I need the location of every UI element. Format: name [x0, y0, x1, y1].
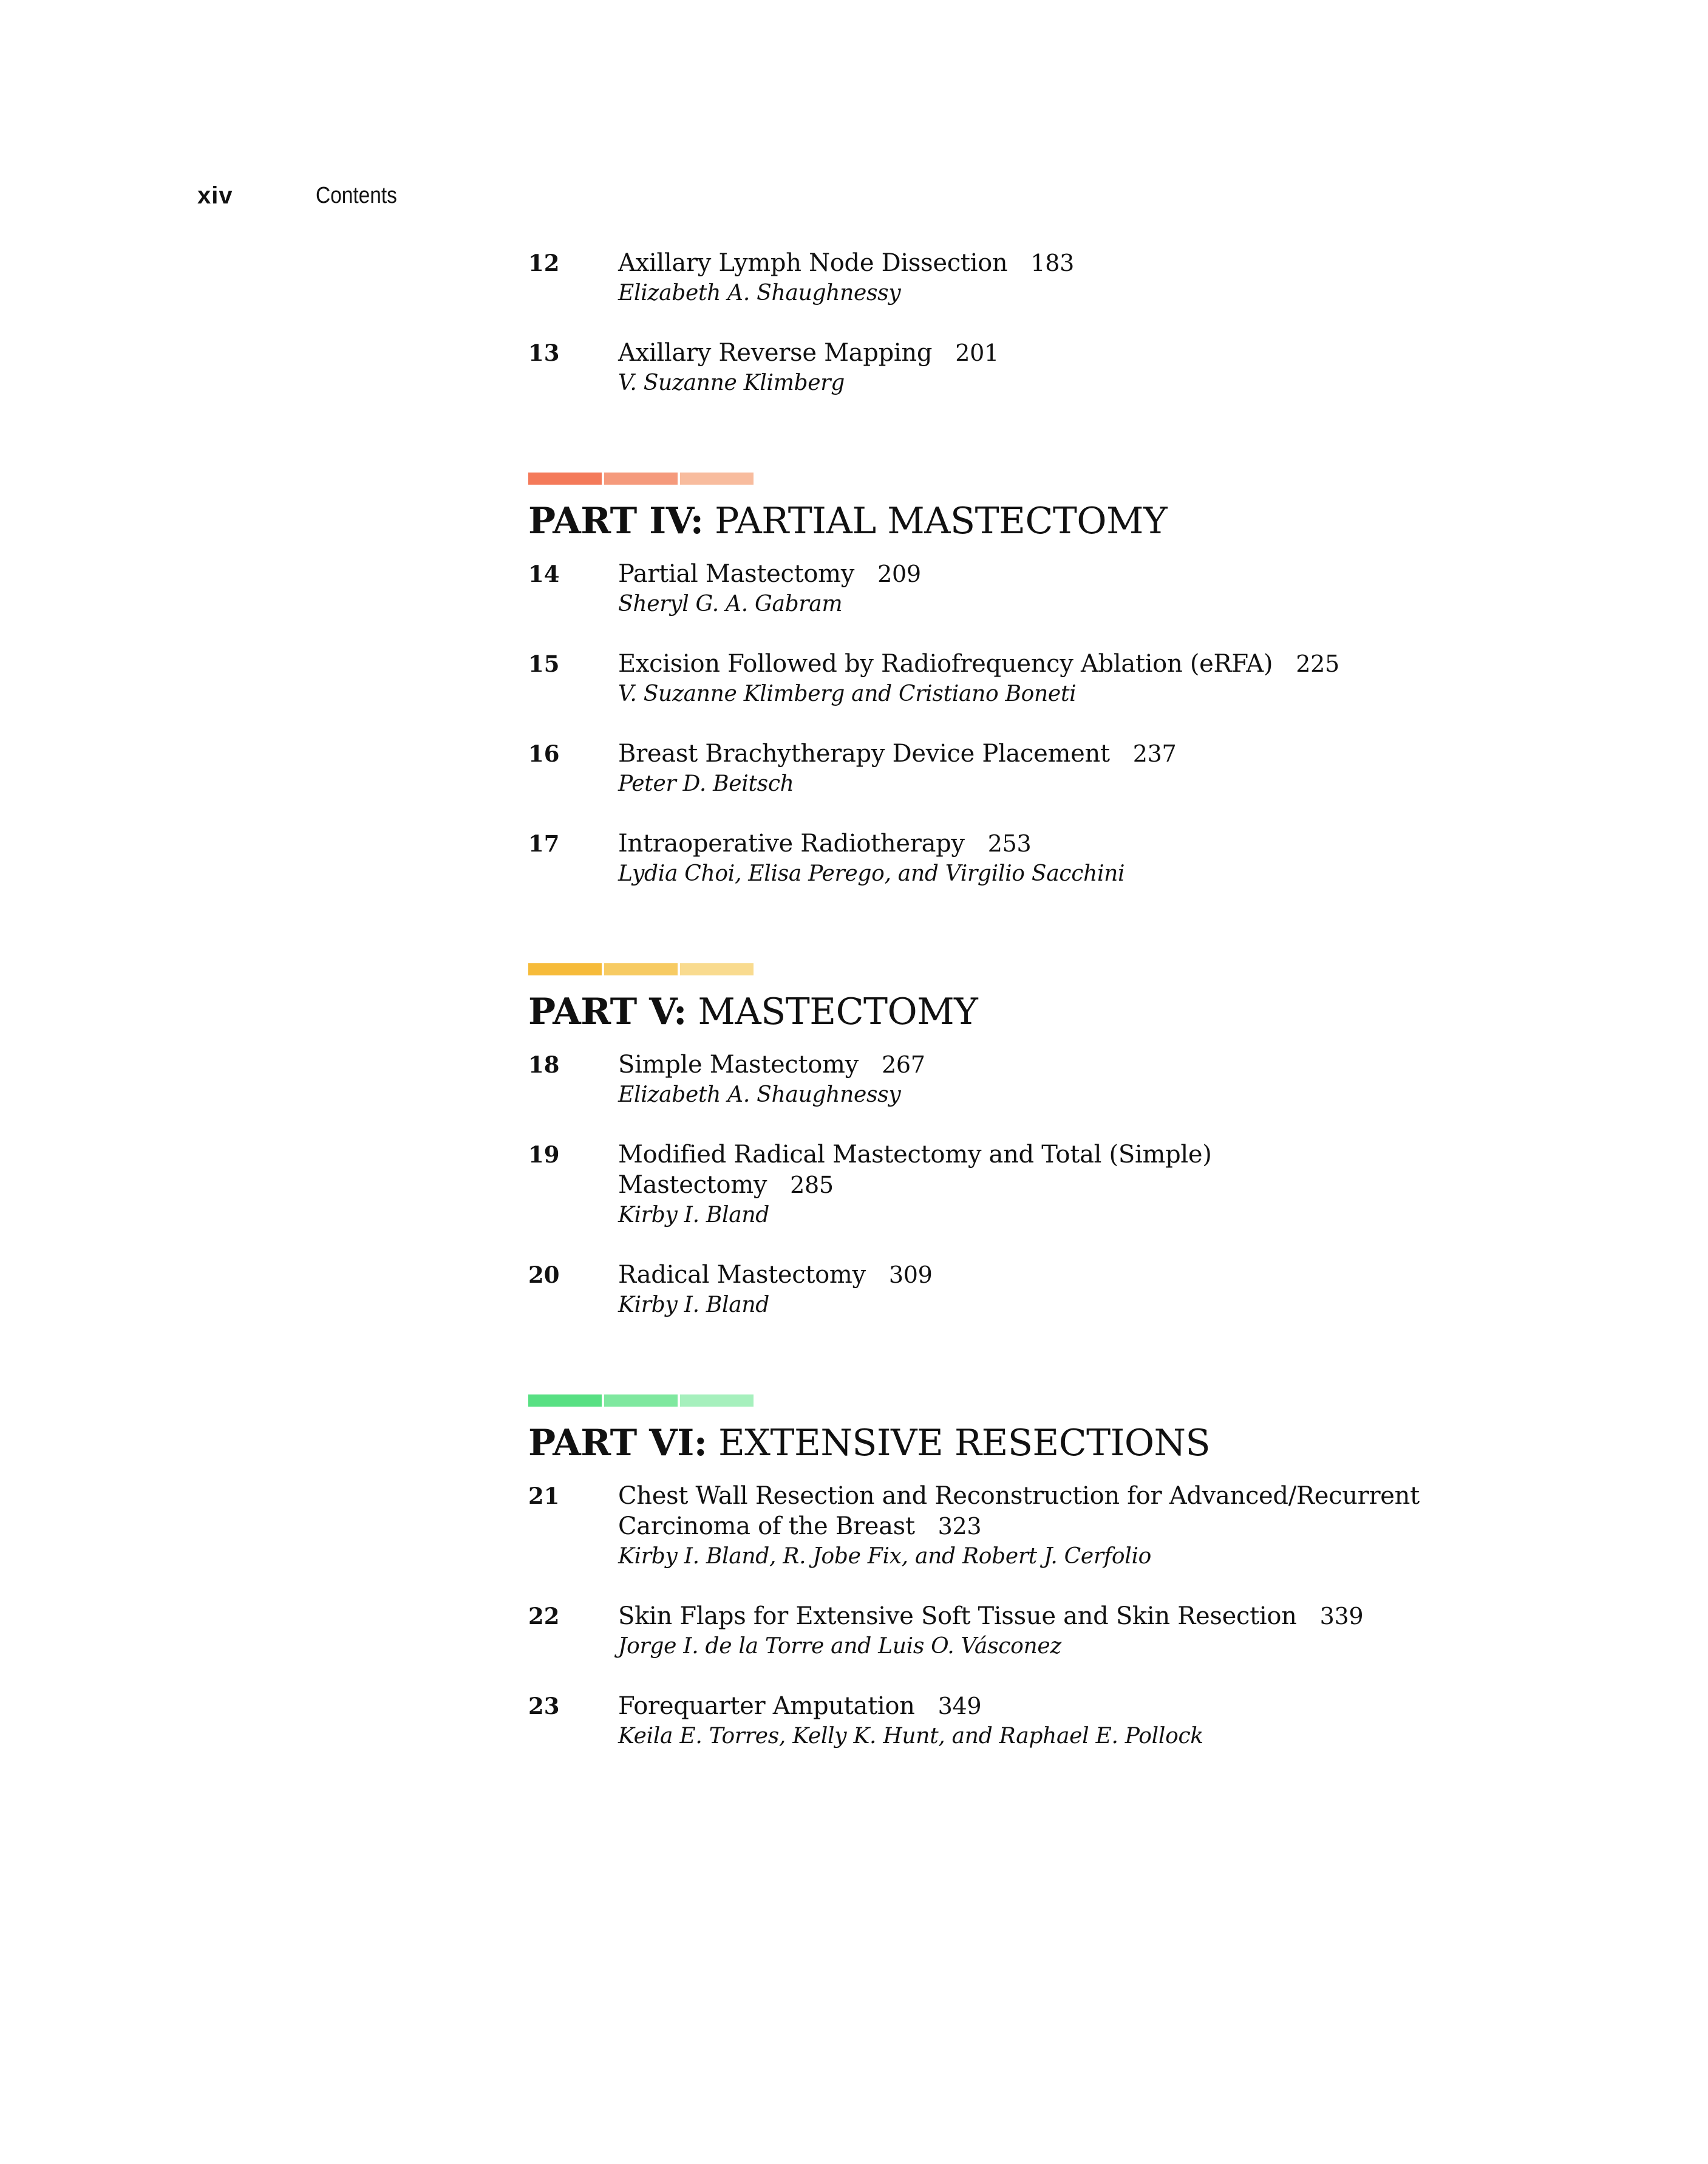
part-name: PARTIAL MASTECTOMY	[714, 500, 1168, 542]
chapter-title-line-2: Carcinoma of the Breast	[618, 1512, 915, 1540]
color-bar-segment	[604, 473, 678, 485]
page-number: 309	[888, 1261, 933, 1288]
chapter-authors: Jorge I. de la Torre and Luis O. Vásconez	[618, 1634, 1062, 1659]
part-label: PART VI:	[528, 1422, 707, 1464]
color-bar-segment	[680, 473, 754, 485]
toc-entry-19[interactable]	[528, 1139, 1560, 1230]
part-name: EXTENSIVE RESECTIONS	[718, 1422, 1211, 1464]
chapter-title: Simple Mastectomy	[618, 1051, 859, 1079]
toc-entry-18[interactable]	[528, 1050, 1560, 1110]
chapter-title-line-1: Chest Wall Resection and Reconstruction for Advanced/Recurrent	[618, 1482, 1420, 1510]
page-number: 209	[877, 561, 921, 587]
page-number: 323	[937, 1513, 982, 1540]
chapter-authors: Peter D. Beitsch	[618, 771, 794, 796]
chapter-authors: Keila E. Torres, Kelly K. Hunt, and Raphael E. Pollock	[618, 1724, 1203, 1749]
chapter-authors: Kirby I. Bland, R. Jobe Fix, and Robert J. Cerfolio	[618, 1544, 1152, 1569]
page-number: 285	[790, 1172, 834, 1198]
color-bar-segment	[604, 1394, 678, 1407]
chapter-number: 21	[528, 1483, 560, 1509]
toc-entry-16[interactable]	[528, 739, 1560, 799]
chapter-authors: Elizabeth A. Shaughnessy	[618, 281, 901, 305]
chapter-number: 20	[528, 1261, 560, 1288]
part-v-section	[528, 963, 1560, 1320]
part-heading	[528, 988, 1560, 1036]
table-of-contents	[528, 248, 1560, 1752]
chapter-title: Skin Flaps for Extensive Soft Tissue and Skin Resection	[618, 1602, 1297, 1630]
chapter-title: Axillary Reverse Mapping	[618, 339, 933, 367]
chapter-title: Intraoperative Radiotherapy	[618, 830, 965, 858]
part-iv-section	[528, 473, 1560, 889]
color-bar-segment	[680, 963, 754, 975]
toc-entry-21[interactable]	[528, 1481, 1560, 1572]
part-vi-color-bar	[528, 1394, 1560, 1407]
page-number: 201	[955, 340, 999, 366]
page-number: 349	[937, 1693, 982, 1719]
part-label: PART IV:	[528, 500, 704, 542]
toc-entry-14[interactable]	[528, 559, 1560, 620]
chapter-authors: Elizabeth A. Shaughnessy	[618, 1082, 901, 1107]
chapter-number: 23	[528, 1693, 560, 1719]
part-iv-color-bar	[528, 473, 1560, 485]
color-bar-segment	[528, 963, 602, 975]
chapter-number: 14	[528, 561, 560, 587]
page-folio: xiv	[197, 182, 233, 209]
toc-entry-13[interactable]	[528, 338, 1560, 398]
chapter-authors: V. Suzanne Klimberg	[618, 370, 845, 395]
color-bar-segment	[528, 1394, 602, 1407]
page-number: 183	[1030, 250, 1074, 276]
page-number: 237	[1132, 740, 1177, 767]
toc-entry-15[interactable]	[528, 649, 1560, 709]
chapter-authors: Sheryl G. A. Gabram	[618, 592, 843, 616]
part-name: MASTECTOMY	[698, 991, 978, 1033]
chapter-title-line-2: Mastectomy	[618, 1171, 767, 1199]
chapter-number: 12	[528, 250, 560, 276]
chapter-title: Radical Mastectomy	[618, 1261, 866, 1289]
page-number: 339	[1319, 1603, 1364, 1630]
chapter-title-line-1: Modified Radical Mastectomy and Total (Simple)	[618, 1141, 1212, 1169]
chapter-title: Excision Followed by Radiofrequency Ablation (eRFA)	[618, 650, 1273, 678]
chapter-number: 17	[528, 830, 560, 857]
page-number: 267	[881, 1051, 925, 1078]
toc-entry-20[interactable]	[528, 1260, 1560, 1320]
running-head	[197, 177, 408, 214]
color-bar-segment	[604, 963, 678, 975]
page-number: 253	[987, 830, 1032, 857]
part-vi-section	[528, 1394, 1560, 1752]
chapter-number: 13	[528, 340, 560, 366]
chapter-authors: V. Suzanne Klimberg and Cristiano Boneti	[618, 681, 1077, 706]
chapter-number: 18	[528, 1051, 560, 1078]
chapter-number: 19	[528, 1141, 560, 1168]
part-heading	[528, 1419, 1560, 1467]
chapter-number: 22	[528, 1603, 560, 1630]
chapter-title: Forequarter Amputation	[618, 1692, 915, 1720]
part-heading	[528, 497, 1560, 545]
toc-entry-17[interactable]	[528, 828, 1560, 889]
toc-entry-12[interactable]	[528, 248, 1560, 309]
page-number: 225	[1296, 650, 1339, 677]
chapter-title: Axillary Lymph Node Dissection	[618, 249, 1008, 277]
part-v-color-bar	[528, 963, 1560, 975]
chapter-authors: Kirby I. Bland	[618, 1292, 770, 1317]
chapter-authors: Lydia Choi, Elisa Perego, and Virgilio Sacchini	[618, 861, 1125, 886]
color-bar-segment	[528, 473, 602, 485]
color-bar-segment	[680, 1394, 754, 1407]
chapter-number: 16	[528, 740, 560, 767]
toc-entry-22[interactable]	[528, 1601, 1560, 1662]
chapter-title: Partial Mastectomy	[618, 560, 855, 588]
chapter-title: Breast Brachytherapy Device Placement	[618, 740, 1110, 768]
part-label: PART V:	[528, 991, 687, 1033]
toc-entry-23[interactable]	[528, 1691, 1560, 1752]
chapter-number: 15	[528, 650, 560, 677]
running-title: Contents	[316, 182, 397, 208]
chapter-authors: Kirby I. Bland	[618, 1203, 770, 1227]
